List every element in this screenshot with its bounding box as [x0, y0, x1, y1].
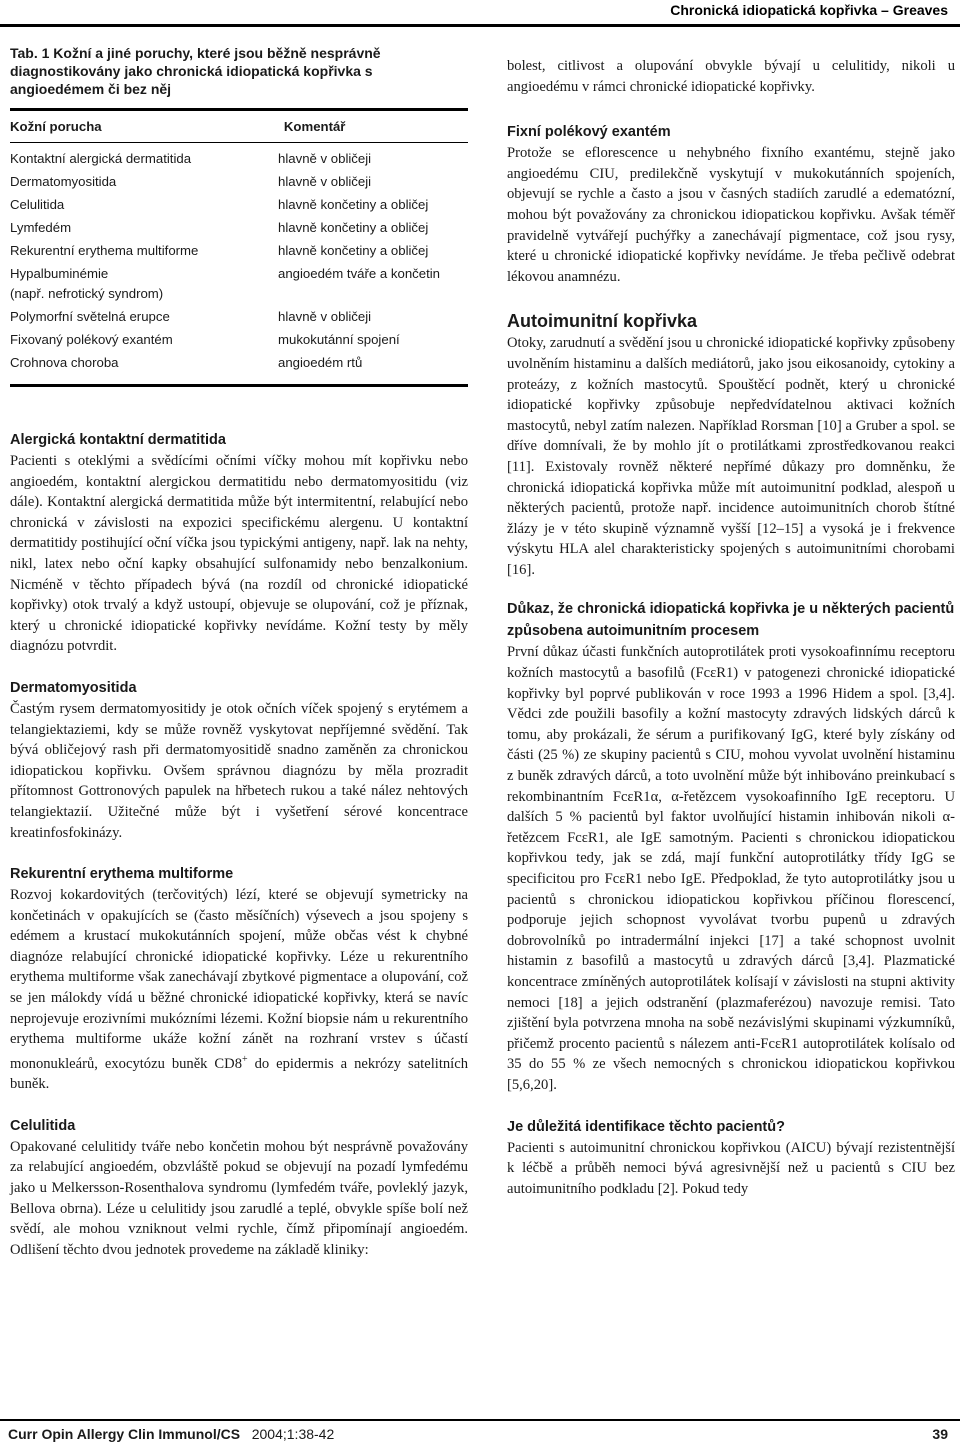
col-header-comment: Komentář [283, 119, 346, 134]
table-cell: hlavně končetiny a obličej [278, 243, 429, 258]
table-cell: hlavně v obličeji [278, 174, 372, 189]
page-number: 39 [932, 1426, 948, 1442]
table-cell: hlavně končetiny a obličej [278, 197, 429, 212]
section-heading: Je důležitá identifikace těchto pacientů? [507, 1118, 785, 1135]
section-text: Pacienti s autoimunitní chronickou kopřivkou (AICU) bývají rezistentnější k léčbě a průběh nemoci bývá agresivnější než u pacientů s CIU bez autoimunitního podkladu [2]. Pokud tedy [507, 1139, 955, 1197]
disorders-table-body [10, 143, 468, 382]
section-text: Otoky, zarudnutí a svědění jsou u chronické idiopatické kopřivky způsobeny uvolněním histaminu a dalších mediátorů, jako jsou eikosanoidy, cytokiny a proteázy, z kožních mastocytů. Spouštěcí podnět, který u chronické idiopatické kopřivky způsobuje nepředvídatelnou aktivaci kožních mastocytů, nebyl zatím nalezen. Například Rorsman [10] a Gruber a spol. se dříve domnívali, že by mohlo jít o protilátkami zprostředkovanou reakci [11]. Existovaly rovněž některé nepřímé důkazy pro domněnku, že chronická idiopatická kopřivka může mít autoimunitní podklad, alespoň u některých pacientů, protože např. incidence autoimunitních chorob štítné žlázy je v této skupině významně vyšší [12–15] a vysoká je i frekvence výskytu HLA alel charakteristicky spojených s autoimunitními chorobami [16]. [507, 335, 955, 578]
table-cell: Hypalbuminémie [10, 266, 109, 281]
section-text: bolest, citlivost a olupování obvykle bývají u celulitidy, nikoli u angioedému v rámci chronické idiopatické kopřivky. [507, 58, 955, 95]
table-cell: Celulitida [10, 197, 65, 212]
table-cell: (např. nefrotický syndrom) [10, 286, 164, 301]
right-column [507, 56, 955, 1199]
footer-rule [0, 1419, 960, 1421]
section-heading: Dermatomyositida [10, 679, 137, 696]
header-rule [0, 24, 960, 27]
table-row [10, 305, 468, 328]
table-cell [278, 285, 468, 305]
table-cell: Rekurentní erythema multiforme [10, 243, 199, 258]
section-heading: Celulitida [10, 1117, 76, 1134]
table-row [10, 143, 468, 170]
table-cell: Dermatomyositida [10, 174, 117, 189]
section-text: Rozvoj kokardovitých (terčovitých) lézí, které se objevují symetricky na končetinách v opakujících se (často měsíčních) výsevech a jsou spojeny s edémem a krustací mukokutánních spojení, může občas vést k chybné diagnóze relabující chronické idiopatické kopřivky. Léze u rekurentního erythema multiforme však zanechávají zbytkové pigmentace a olupování, což se jen málokdy vídá u běžné chronické idiopatické kopřivky, která se navíc neprojevuje erozivními mukózními lézemi. Kožní biopsie nám u rekurentního erythema multiforme ukáže kožní zánět na rozhraní vrstev s účastí mononukleárů, exocytózu buněk CD8+ do epidermis a nekrózy satelitních buněk. [10, 887, 469, 1093]
section-heading: Fixní polékový exantém [507, 124, 671, 141]
col-header-disorder: Kožní porucha [10, 119, 102, 134]
table-row [10, 193, 468, 216]
section-heading: Důkaz, že chronická idiopatická kopřivka je u některých pacientů způsobena autoimunitním procesem [507, 601, 955, 640]
section-heading: Alergická kontaktní dermatitida [10, 432, 226, 448]
table-cell: Lymfedém [10, 220, 72, 235]
section-text: Opakované celulitidy tváře nebo končetin mohou být nesprávně považovány za relabující angioedém, obzvláště pokud se objevují na pozadí lymfedému jako u Melkersson-Rosenthalova syndromu (lymfedém tváře, povleklý jazyk, Bellova obrna). Léze u celulitidy jsou zarudlé a teplé, obvykle spíše bolí než svědí, ale mohou vzniknout velmi rychle, čímž připomínají angioedém. Odlišení těchto dvou jednotek provedeme na základě kliniky: [10, 1138, 468, 1258]
section-text: Pacienti s oteklými a svědícími očními víčky mohou mít kopřivku nebo angioedém, kontaktní alergickou dermatitidu nebo dermatomyositidu (viz dále). Kontaktní alergická dermatitida může být intermitentní, relabující nebo chronická v závislosti na expozici specifickému alergenu. U kontaktní dermatitidy postihující oční víčka jsou typickými antigeny, např. lak na nehty, nikl, latex nebo oční kapky obsahující sulfonamidy nebo benzalkonium. Nicméně v těchto případech bývá (na rozdíl od chronické idiopatické kopřivky) otok trvalý a když ustoupí, objevuje se olupování, což je příznak, který u chronické idiopatické kopřivky nevídáme. Kožní testy by měly diagnózu potvrdit. [10, 453, 468, 655]
section-text: Protože se eflorescence u nehybného fixního exantému, stejně jako angioedému CIU, predilekčně vyskytují v mukokutánních spojeních, objevují se rychle a často a jsou v časných stadiích zarudlé a edematózní, mohou být považovány za chronickou idiopatickou kopřivku. Avšak téměř pravidelně vytvářejí puchýřky a zanechávají pigmentace, což jsou rysy, které u chronické idiopatické kopřivky nevídáme. Je třeba pečlivě odebrat lékovou anamnézu. [507, 145, 955, 285]
footer-journal: Curr Opin Allergy Clin Immunol/CS 2004;1:38-42 [8, 1426, 335, 1442]
section-text: První důkaz účasti funkčních autoprotilátek proti vysokoafinnímu receptoru kožních mastocytů a basofilů (FcεR1) v patogenezi chronické idiopatické kopřivky byl poprvé publikován v roce 1993 a 1996 Hidem a spol. [3,4]. Vědci zde použili basofily a kožní mastocyty zdravých lidských dárců k tomu, aby prokázali, že sérum a purifikovaný IgG, které byly získány od části (25 %) ze skupiny pacientů s CIU, mohou vyvolat uvolnění histaminu z buněk zdravých dárců, a toto uvolnění může být inhibováno preinkubací s rekombinantním FcεR1α, α-řetězcem vysokoafinního IgE receptoru. U dalších 5 % pacientů byl faktor uvolňující histamin inhibován nikoli α-řetězcem FcεR1, ale IgE samotným. Pacienti s chronickou idiopatickou kopřivkou tedy, jak se zdá, mají funkční autoprotilátky třídy IgG se specificitou pro FcεR1 nebo IgE. Předpoklad, že tyto autoprotilátky jsou u pacientů s chronickou idiopatickou kopřivkou příčinou florescencí, podporuje jejich schopnost vyvolávat tvorbu pupenů u zdravých dobrovolníků po intradermální injekci [17] a také schopnost uvolnit histamin z basofilů a mastocytů u zdravých dárců [3,4]. Plazmatické koncentrace zmíněných autoprotilátek kolísají v závislosti na stupni aktivity nemoci [18] a jejich odstranění (plazmaferézou) navozuje remisi. Tato zjištění byla potvrzena mnoha na sobě nezávislými skupinami výzkumníků, přičemž procento pacientů s nálezem anti-FcεR1 autoprotilátek kolísalo od 35 do 55 % ze všech nemocných s chronickou idiopatickou kopřivkou [5,6,20]. [507, 644, 955, 1093]
table-cell: Fixovaný polékový exantém [10, 332, 173, 347]
running-title: Chronická idiopatická kopřivka – Greaves [670, 2, 948, 18]
table-row [10, 351, 468, 382]
table-row [10, 216, 468, 239]
table-cell: angioedém rtů [278, 355, 363, 370]
table-cell: angioedém tváře a končetin [278, 266, 441, 281]
table-row [10, 170, 468, 193]
table-cell: Kontaktní alergická dermatitida [10, 151, 192, 166]
table-row [10, 262, 468, 285]
table-row [10, 239, 468, 262]
table-cell: hlavně končetiny a obličej [278, 220, 429, 235]
left-column [10, 44, 468, 1260]
section-text: Častým rysem dermatomyositidy je otok očních víček spojený s erytémem a telangiektaziemi, kdy se může rovněž vyskytovat nepříjemné svědění. Tak bývá obličejový rash při dermatomyositidě snadno zaměněn za chronickou idiopatickou kopřivku. Ovšem správnou diagnózu by měla prozradit přítomnost Gottronových papulek na hřbetech rukou a také nález nehtových telangiektazií. Užitečné může být i vyšetření sérové koncentrace kreatinfosfokinázy. [10, 700, 468, 841]
table-row [10, 328, 468, 351]
section-heading: Rekurentní erythema multiforme [10, 866, 234, 883]
section-heading: Autoimunitní kopřivka [507, 311, 698, 332]
table-row [10, 285, 468, 305]
table-cell: Crohnova choroba [10, 355, 119, 370]
table-cell: hlavně v obličeji [278, 309, 372, 324]
disorders-table [10, 111, 468, 142]
table-cell: Polymorfní světelná erupce [10, 309, 170, 324]
footer-citation: 2004;1:38-42 [251, 1426, 335, 1442]
table-cell: mukokutánní spojení [278, 332, 400, 347]
table-cell: hlavně v obličeji [278, 151, 372, 166]
table-caption: Tab. 1 Kožní a jiné poruchy, které jsou běžně nesprávně diagnostikovány jako chronická idiopatická kopřivka s angioedémem či bez něj [10, 45, 381, 97]
